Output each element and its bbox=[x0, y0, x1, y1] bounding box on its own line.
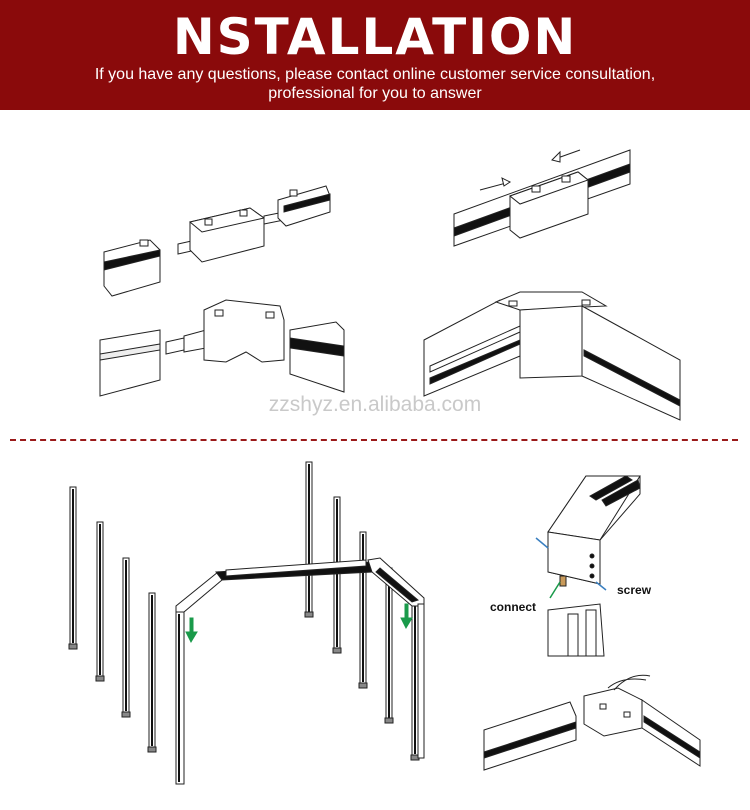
subtitle-line-1: If you have any questions, please contact online customer service consultation, bbox=[94, 66, 656, 83]
screw-label: screw bbox=[617, 583, 652, 597]
standing-rails-right bbox=[305, 462, 419, 760]
header-banner bbox=[0, 0, 750, 110]
watermark: zzshyz.en.alibaba.com bbox=[268, 393, 482, 416]
page-subtitle bbox=[0, 65, 750, 103]
page-title: NSTALLATION bbox=[172, 8, 578, 66]
subtitle-line-2: professional for you to answer bbox=[268, 85, 482, 102]
frame-assembly-diagram bbox=[0, 110, 750, 810]
connect-label: connect bbox=[490, 600, 537, 614]
corner-assembled-detail bbox=[484, 675, 700, 770]
green-arrow-icon bbox=[186, 604, 412, 642]
standing-rails-left bbox=[69, 487, 156, 752]
corner-connector-detail bbox=[536, 476, 640, 656]
